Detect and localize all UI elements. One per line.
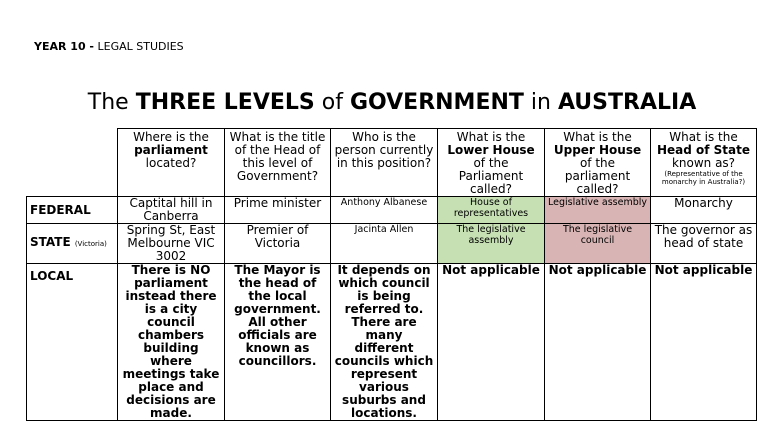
federal-head-of-state: Monarchy	[651, 197, 757, 224]
column-header-location: Where is the parliament located?	[118, 129, 225, 197]
table-row-local	[27, 264, 757, 421]
state-head-of-state: The governor as head of state	[651, 224, 757, 264]
title-word: The	[87, 90, 129, 115]
table-row-state	[27, 224, 757, 264]
federal-lower-house: House of representatives	[438, 197, 545, 224]
federal-head-title: Prime minister	[225, 197, 331, 224]
table-row-federal	[27, 197, 757, 224]
local-lower-house: Not applicable	[438, 264, 545, 421]
page-title	[0, 90, 784, 115]
local-person: It depends on which council is being referred to. There are many different councils which represent various suburbs and locations.	[331, 264, 438, 421]
row-label-state: STATE (Victoria)	[27, 224, 118, 264]
empty-corner-cell	[27, 129, 118, 197]
state-person: Jacinta Allen	[331, 224, 438, 264]
federal-location: Captital hill in Canberra	[118, 197, 225, 224]
federal-person: Anthony Albanese	[331, 197, 438, 224]
state-lower-house: The legislative assembly	[438, 224, 545, 264]
column-header-current-person: Who is the person currently in this position?	[331, 129, 438, 197]
column-header-lower-house: What is the Lower House of the Parliament called?	[438, 129, 545, 197]
local-upper-house: Not applicable	[545, 264, 651, 421]
subject-label: LEGAL STUDIES	[97, 40, 184, 53]
government-levels-table	[26, 128, 757, 421]
state-head-title: Premier of Victoria	[225, 224, 331, 264]
table-header-row	[27, 129, 757, 197]
year-label: YEAR 10 -	[34, 40, 94, 53]
column-header-head-title: What is the title of the Head of this level of Government?	[225, 129, 331, 197]
title-word: GOVERNMENT	[349, 90, 524, 115]
local-head-title: The Mayor is the head of the local government. All other officials are known as councillors.	[225, 264, 331, 421]
row-label-federal: FEDERAL	[27, 197, 118, 224]
state-location: Spring St, East Melbourne VIC 3002	[118, 224, 225, 264]
title-word: THREE LEVELS	[135, 90, 315, 115]
state-upper-house: The legislative council	[545, 224, 651, 264]
row-label-local: LOCAL	[27, 264, 118, 421]
federal-upper-house: Legislative assembly	[545, 197, 651, 224]
local-head-of-state: Not applicable	[651, 264, 757, 421]
title-word: AUSTRALIA	[557, 90, 697, 115]
column-header-upper-house: What is the Upper House of the parliament called?	[545, 129, 651, 197]
title-word: in	[530, 90, 551, 115]
document-header	[34, 40, 184, 53]
column-header-head-of-state: What is the Head of State known as? (Representative of the monarchy in Australia?)	[651, 129, 757, 197]
local-location: There is NO parliament instead there is a city council chambers building where meetings take place and decisions are made.	[118, 264, 225, 421]
title-word: of	[321, 90, 343, 115]
